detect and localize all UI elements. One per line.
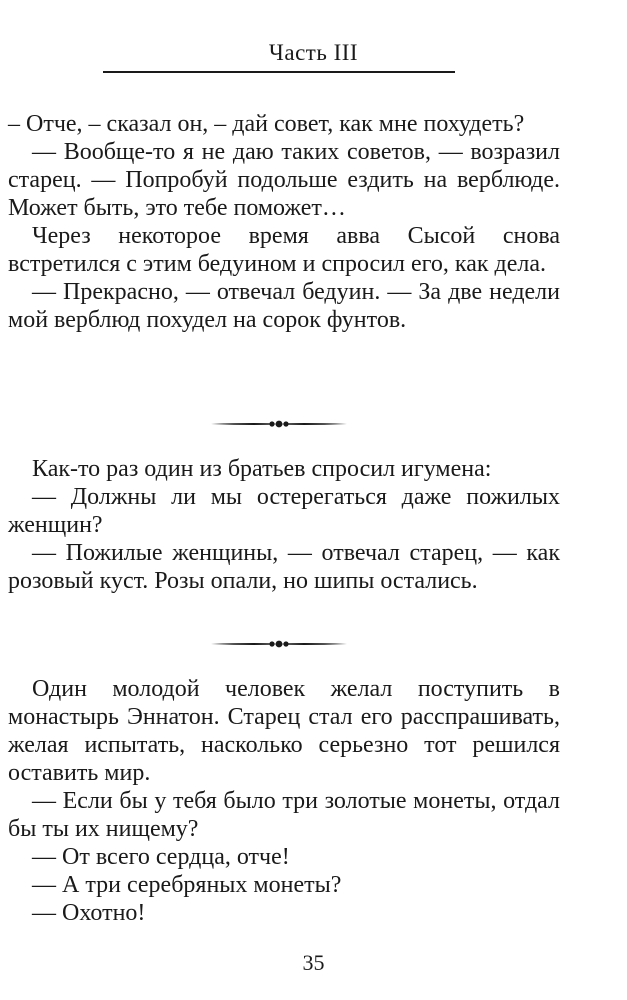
paragraph: Один молодой человек желал поступить в монастырь Эннатон. Старец стал его расспрашивать, желая испытать, насколько серьезно тот решился оставить мир. — [8, 676, 560, 786]
text-section-2 — [8, 455, 560, 595]
paragraph: — Прекрасно, — отвечал бедуин. — За две недели мой верблюд похудел на сорок фунтов. — [8, 279, 560, 333]
paragraph: — Должны ли мы остерегаться даже пожилых женщин? — [8, 484, 560, 538]
paragraph: Как-то раз один из братьев спросил игумена: — [32, 456, 492, 482]
paragraph: — Пожилые женщины, — отвечал старец, — как розовый куст. Розы опали, но шипы остались. — [8, 540, 560, 594]
section-divider-ornament — [211, 418, 347, 430]
page-number: 35 — [302, 950, 325, 975]
paragraph: — Вообще-то я не даю таких советов, — возразил старец. — Попробуй подольше ездить на верблюде. Может быть, это тебе поможет… — [8, 139, 560, 221]
paragraph: — Охотно! — [32, 900, 146, 926]
paragraph: Через некоторое время авва Сысой снова встретился с этим бедуином и спросил его, как дела. — [8, 223, 560, 277]
text-section-3 — [8, 675, 560, 927]
section-divider-ornament — [211, 638, 347, 650]
header-rule — [103, 71, 455, 73]
running-header: Часть III — [268, 40, 359, 65]
text-section-1 — [8, 110, 560, 334]
paragraph: — Если бы у тебя было три золотые монеты, отдал бы ты их нищему? — [8, 788, 560, 842]
paragraph: – Отче, – сказал он, – дай совет, как мне похудеть? — [8, 111, 525, 137]
paragraph: — От всего сердца, отче! — [32, 844, 290, 870]
paragraph: — А три серебряных монеты? — [32, 872, 342, 898]
